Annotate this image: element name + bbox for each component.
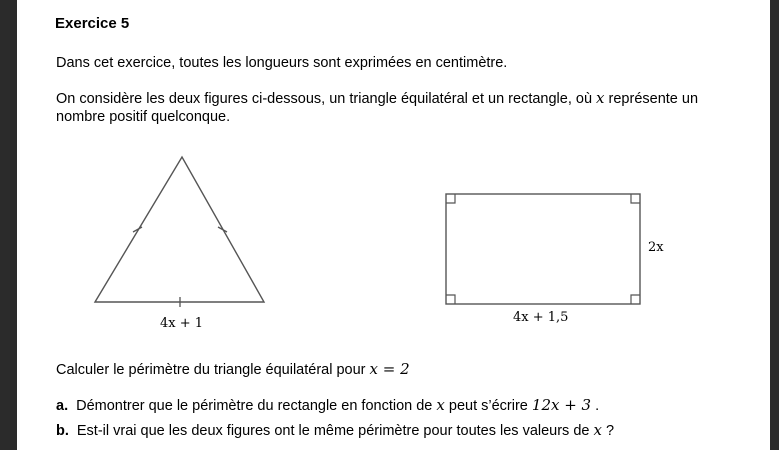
right-angle-top-right	[631, 194, 640, 203]
consider-line-2: nombre positif quelconque.	[56, 109, 231, 125]
part-a-text-after: .	[591, 398, 600, 414]
consider-text-after: représente un	[604, 91, 699, 107]
exercise-title: Exercice 5	[55, 15, 130, 32]
equilateral-triangle	[95, 157, 264, 302]
part-b-text-after: ?	[601, 423, 615, 439]
part-b-variable: x	[593, 421, 602, 439]
variable-x: x	[596, 89, 605, 107]
intro-paragraph: Dans cet exercice, toutes les longueurs sont exprimées en centimètre.	[56, 55, 508, 71]
question-text: Calculer le périmètre du triangle équilatéral pour	[56, 362, 370, 378]
triangle-side-label: 4x + 1	[160, 316, 204, 331]
part-a-label: a.	[56, 398, 69, 414]
part-a-variable: x	[436, 396, 445, 414]
part-b-label: b.	[56, 423, 69, 439]
part-b-text-before: Est-il vrai que les deux figures ont le même périmètre pour toutes les valeurs de	[76, 423, 594, 439]
rectangle-width-label: 2x	[648, 240, 664, 255]
consider-text-before: On considère les deux figures ci-dessous, un triangle équilatéral et un rectangle, où	[56, 91, 597, 107]
part-b	[56, 421, 614, 439]
right-angle-bottom-right	[631, 295, 640, 304]
right-angle-top-left	[446, 194, 455, 203]
part-a	[56, 396, 599, 414]
part-a-text-middle: peut s’écrire	[444, 398, 532, 414]
part-a-text-before: Démontrer que le périmètre du rectangle en fonction de	[76, 398, 437, 414]
rectangle-length-label: 4x + 1,5	[513, 310, 569, 325]
right-angle-bottom-left	[446, 295, 455, 304]
question-triangle	[56, 360, 410, 378]
rectangle	[446, 194, 640, 304]
part-a-expression: 12x + 3	[531, 396, 592, 414]
question-math: x = 2	[369, 360, 410, 378]
